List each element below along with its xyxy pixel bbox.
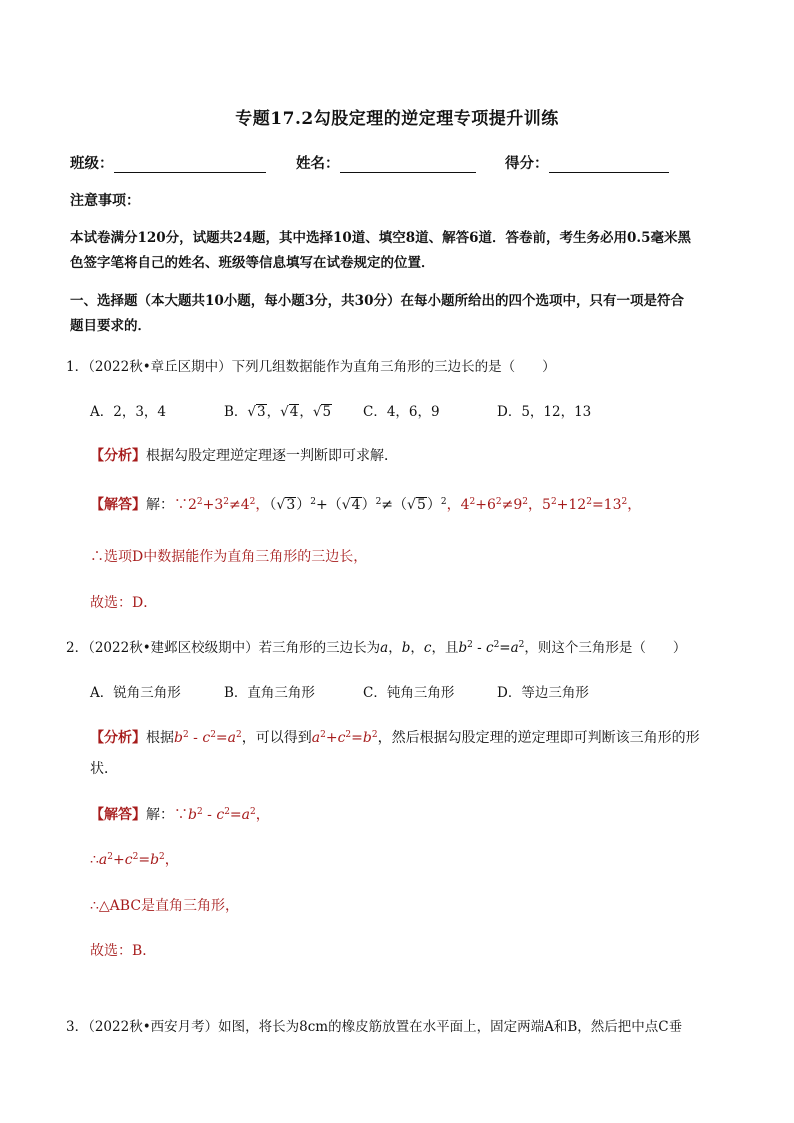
q1-choice: 故选：D． (90, 595, 158, 611)
q2-option-b[interactable]: B．直角三角形 (224, 685, 315, 701)
q2-answer-label: 【解答】 (90, 807, 146, 823)
notes-heading: 注意事项： (70, 193, 140, 209)
q1-analysis-label: 【分析】 (90, 448, 146, 464)
q1-option-c[interactable]: C．4，6，9 (363, 404, 440, 420)
score-label: 得分： (505, 155, 549, 172)
q2-stem-suffix: ，则这个三角形是（ ） (524, 640, 687, 656)
q2-analysis-line-2: 状． (90, 761, 118, 777)
name-label: 姓名： (296, 155, 340, 172)
q2-answer: 【解答】解：$\because b^2 - c^2=a^2$， (90, 807, 270, 823)
section-heading-line-1: 一、选择题（本大题共10小题，每小题3分，共30分）在每小题所给出的四个选项中，只有一项是符合 (70, 293, 684, 309)
class-label: 班级： (70, 155, 114, 172)
q2-choice: 故选：B． (90, 943, 157, 959)
q2-option-d[interactable]: D．等边三角形 (497, 685, 589, 701)
q2-answer-prefix: 解： (146, 807, 174, 823)
q2-stem-prefix: 2．（2022秋•建邺区校级期中）若三角形的三边长为 (66, 640, 381, 656)
q3-stem: 3．（2022秋•西安月考）如图，将长为8cm的橡皮筋放置在水平面上，固定两端A和B，然后把中点C垂 (66, 1019, 683, 1035)
q1-answer-math: $\because 2^2+3^2\ne 4^2$，$(√3)^2+(√4)^2\ne(√5)^2$，$4^2+6^2\ne 9^2$，$5^2+12^2=13^2$， (174, 497, 642, 513)
name-field (296, 152, 476, 173)
page-title: 专题17.2勾股定理的逆定理专项提升训练 (235, 109, 559, 129)
class-blank[interactable] (114, 158, 266, 173)
q1-analysis (90, 444, 398, 468)
q2-step-2: ∴△ABC是直角三角形， (90, 898, 240, 914)
q1-option-d[interactable]: D．5，12，13 (497, 404, 592, 420)
q1-option-b[interactable]: B．√3，√4，√5 (224, 404, 332, 420)
q2-option-a[interactable]: A．锐角三角形 (90, 685, 181, 701)
q2-stem: 2．（2022秋•建邺区校级期中）若三角形的三边长为a，b，c，且$b^2 - c^2=a^2$，则这个三角形是（ ） (66, 640, 687, 656)
q1-option-b-prefix: B． (224, 404, 248, 420)
q1-answer-prefix: 解： (146, 497, 174, 513)
q2-analysis-label: 【分析】 (90, 730, 146, 746)
q2-option-c[interactable]: C．钝角三角形 (363, 685, 455, 701)
q1-answer (90, 493, 641, 517)
notes-line-1: 本试卷满分120分，试题共24题，其中选择10道、填空8道、解答6道．答卷前，考生务必用0.5毫米黑 (70, 230, 692, 246)
q1-conclusion: ∴选项D中数据能作为直角三角形的三边长， (90, 549, 368, 565)
notes-line-2: 色签字笔将自己的姓名、班级等信息填写在试卷规定的位置． (70, 255, 435, 271)
q2-analysis-text-b: ，可以得到 (241, 730, 312, 746)
q2-analysis: 【分析】根据$b^2 - c^2=a^2$，可以得到$a^2+c^2=b^2$，然后根据勾股定理的逆定理即可判断该三角形的形 (90, 730, 700, 746)
score-field (505, 152, 669, 173)
class-field (70, 152, 266, 173)
q2-step-1: $\therefore a^2+c^2=b^2$， (90, 852, 179, 868)
q1-answer-label: 【解答】 (90, 497, 146, 513)
score-blank[interactable] (549, 158, 669, 173)
q1-stem: 1．（2022秋•章丘区期中）下列几组数据能作为直角三角形的三边长的是（ ） (66, 359, 556, 375)
name-blank[interactable] (340, 158, 476, 173)
section-heading-line-2: 题目要求的． (70, 318, 151, 334)
q2-analysis-text-c: ，然后根据勾股定理的逆定理即可判断该三角形的形 (377, 730, 700, 746)
q2-analysis-text-a: 根据 (146, 730, 174, 746)
q1-option-a[interactable]: A．2，3，4 (90, 404, 167, 420)
q1-analysis-text: 根据勾股定理逆定理逐一判断即可求解． (146, 448, 398, 464)
